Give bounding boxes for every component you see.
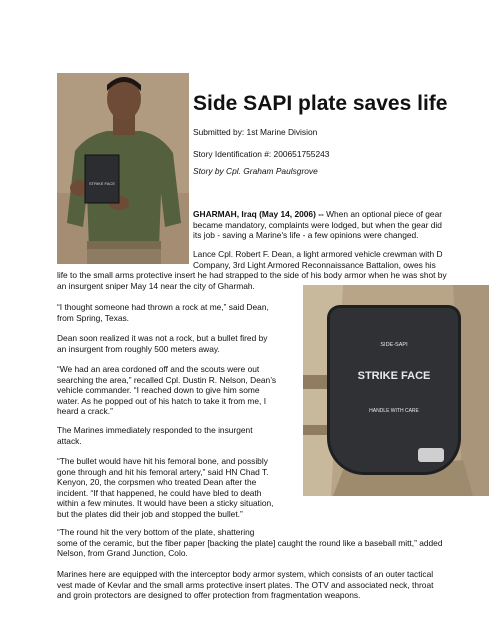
plate-label-main: STRIKE FACE bbox=[357, 370, 431, 382]
plate-label-bottom: HANDLE WITH CARE bbox=[369, 408, 419, 414]
p5-line: searching the area,” recalled Cpl. Dustin R. Nelson, Dean’s bbox=[57, 374, 277, 385]
p7-line: “The bullet would have hit his femoral bone, and possibly bbox=[57, 456, 268, 466]
p3-line: from Spring, Texas. bbox=[57, 312, 129, 323]
p5-line: heard a crack.” bbox=[57, 406, 113, 417]
dateline: GHARMAH, Iraq (May 14, 2006) -- bbox=[193, 209, 324, 219]
paragraph-6 bbox=[57, 425, 253, 446]
p1-line: When an optional piece of gear bbox=[323, 209, 443, 219]
p2-line: life to the small arms protective insert he had strapped to the side of his body armor when he was shot by bbox=[57, 270, 447, 280]
p2-line: an insurgent sniper May 14 near the city of Gharmah. bbox=[57, 280, 255, 291]
p2-line: Lance Cpl. Robert F. Dean, a light armored vehicle crewman with D bbox=[193, 249, 443, 259]
byline: Story by Cpl. Graham Paulsgrove bbox=[193, 166, 318, 176]
submitted-by: Submitted by: 1st Marine Division bbox=[193, 127, 318, 137]
paragraph-3 bbox=[57, 302, 269, 323]
book-label: STRIKE FACE bbox=[88, 181, 115, 186]
p5-line: “We had an area cordoned off and the scouts were out bbox=[57, 364, 260, 374]
paragraph-4 bbox=[57, 333, 267, 354]
sapi-plate bbox=[330, 308, 458, 472]
bullet-damage bbox=[418, 448, 444, 462]
p9-line: vest made of Kevlar and the small arms protective insert plates. The OTV and associated neck, throat bbox=[57, 579, 434, 590]
paragraph-2-cont bbox=[57, 270, 447, 291]
p7-line: gone through and hit his femoral artery,” said HN Chad T. bbox=[57, 466, 269, 477]
p7-line: incident. “If that happened, he could have bled to death bbox=[57, 487, 262, 498]
p2-line: Company, 3rd Light Armored Reconnaissance Battalion, owes his bbox=[193, 259, 436, 270]
p3-line: “I thought someone had thrown a rock at me,” said Dean, bbox=[57, 302, 269, 312]
paragraph-7 bbox=[57, 456, 273, 520]
article-title: Side SAPI plate saves life bbox=[193, 92, 448, 115]
p6-line: The Marines immediately responded to the insurgent bbox=[57, 425, 253, 435]
p4-line: Dean soon realized it was not a rock, but a bullet fired by bbox=[57, 333, 268, 343]
p4-line: an insurgent from roughly 500 meters away. bbox=[57, 343, 220, 354]
plate-label-top: SIDE-SAPI bbox=[380, 342, 408, 348]
p7-line: Kenyon, 20, the corpsmen who treated Dean after the bbox=[57, 477, 257, 488]
marine-photo bbox=[57, 73, 189, 264]
paragraph-8 bbox=[57, 527, 442, 559]
p7-line: but the plates did their job and stopped the bullet.” bbox=[57, 508, 243, 519]
paragraph-9 bbox=[57, 569, 433, 601]
paragraph-5 bbox=[57, 364, 276, 417]
story-id: Story Identification #: 200651755243 bbox=[193, 149, 330, 159]
p8-line: Nelson, from Grand Junction, Colo. bbox=[57, 548, 188, 559]
p5-line: vehicle commander. “I reached down to give him some bbox=[57, 385, 260, 396]
p6-line: attack. bbox=[57, 435, 82, 446]
p8-line: some of the ceramic, but the fiber paper [backing the plate] caught the round like a baseball mitt,” added bbox=[57, 537, 443, 548]
p9-line: and groin protectors are designed to offer protection from fragmentation weapons. bbox=[57, 590, 361, 601]
p5-line: water. As he popped out of his hatch to take it from me, I bbox=[57, 395, 267, 406]
p9-line: Marines here are equipped with the interceptor body armor system, which consists of an outer tactical bbox=[57, 569, 434, 579]
p1-line: its job - saving a Marine's life - a few opinions were changed. bbox=[193, 230, 419, 241]
p7-line: within a few minutes. It would have been a sticky situation, bbox=[57, 498, 274, 509]
paragraph-2 bbox=[193, 249, 443, 270]
paragraph-1 bbox=[193, 209, 442, 241]
p8-line: “The round hit the very bottom of the plate, shattering bbox=[57, 527, 255, 537]
p1-line: became mandatory, complaints were lodged, but when the gear did bbox=[193, 219, 442, 230]
